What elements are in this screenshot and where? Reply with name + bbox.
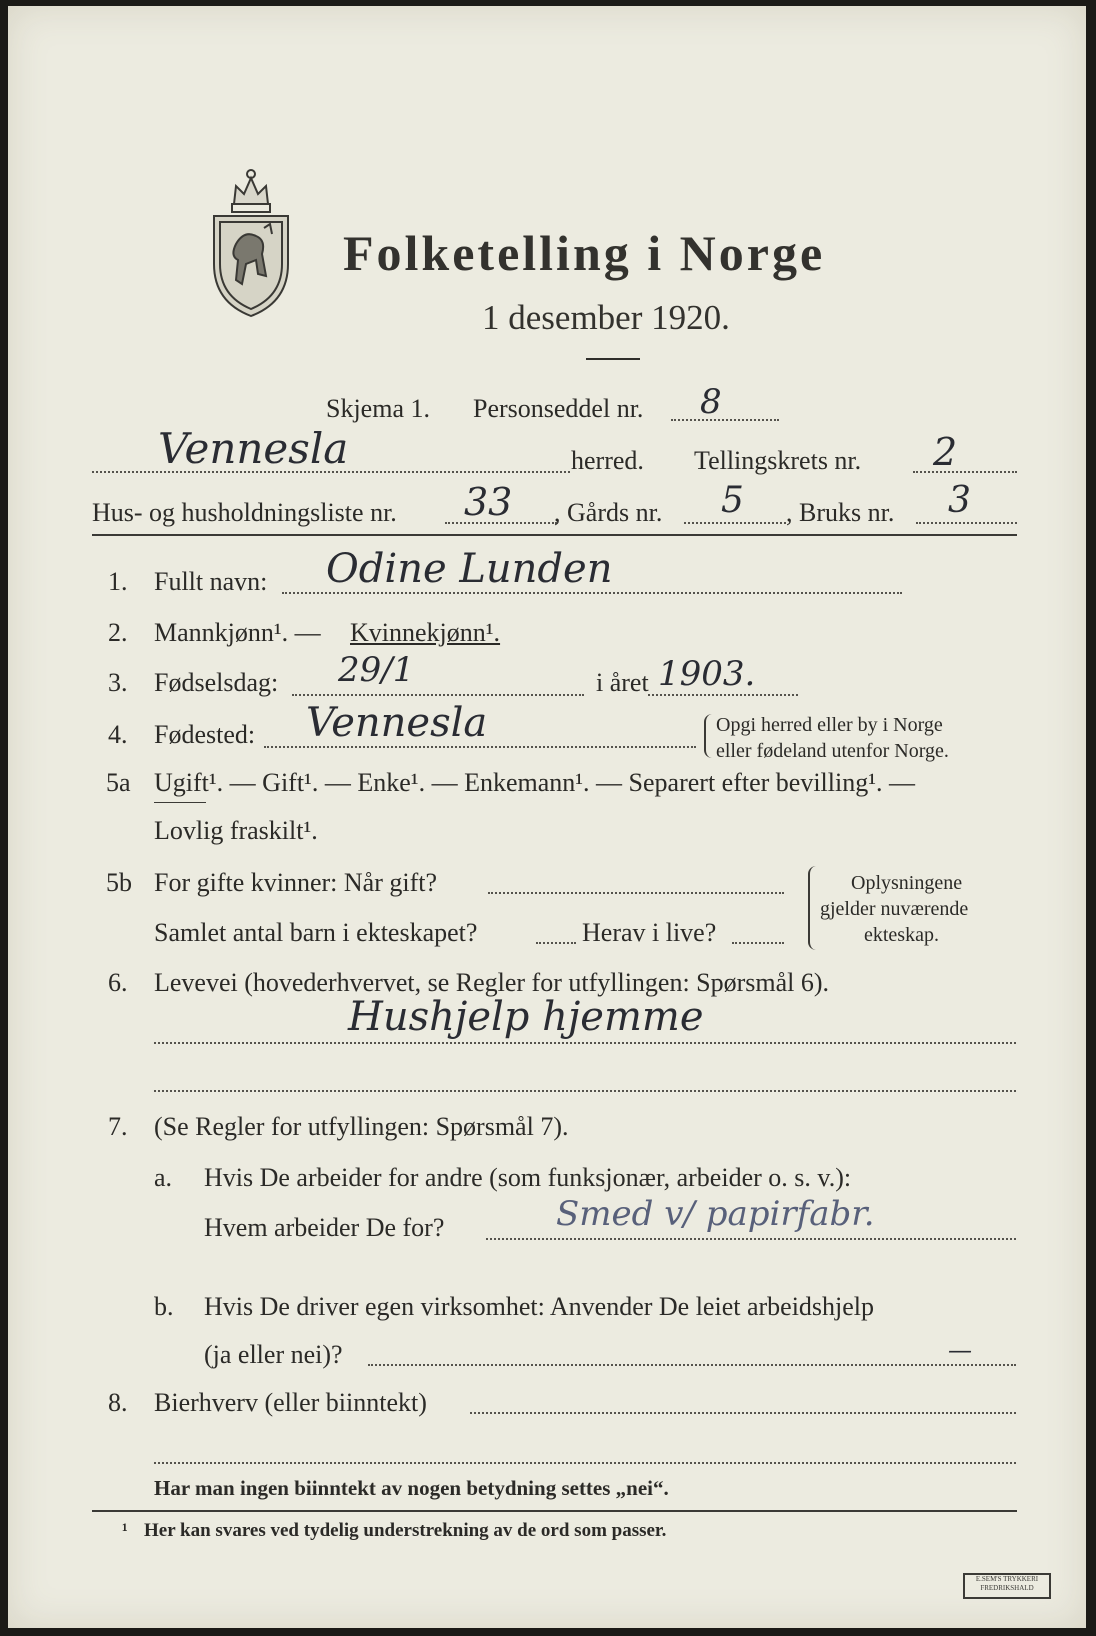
q3-line xyxy=(292,694,584,696)
q3-year-label: i året xyxy=(596,668,649,697)
q8-line-1 xyxy=(470,1412,1016,1414)
footnote-text: Her kan svares ved tydelig understrekning av de ord som passer. xyxy=(144,1520,667,1541)
gards-line xyxy=(684,522,786,524)
q2-number: 2. xyxy=(108,618,128,647)
q1-line xyxy=(282,592,902,594)
q6-label: Levevei (hovederhvervet, se Regler for utfyllingen: Spørsmål 6). xyxy=(154,968,830,997)
personseddel-value: 8 xyxy=(700,382,722,422)
q7a-letter: a. xyxy=(154,1163,173,1192)
bruks-label: , Bruks nr. xyxy=(786,498,895,527)
q3-value: 29/1 xyxy=(338,650,415,690)
q7b-value: — xyxy=(948,1336,972,1364)
q5b-line-2b: Herav i live? xyxy=(582,918,717,947)
form-subtitle: 1 desember 1920. xyxy=(482,298,730,337)
bruks-line xyxy=(916,522,1017,524)
tellingskrets-line xyxy=(913,471,1017,473)
herred-value: Vennesla xyxy=(158,424,349,473)
q4-value: Vennesla xyxy=(306,700,488,746)
q4-brace xyxy=(704,714,714,758)
q1-value: Odine Lunden xyxy=(326,546,613,592)
q5b-number: 5b xyxy=(106,868,132,897)
footer-divider xyxy=(92,1510,1017,1512)
q4-note-1: Opgi herred eller by i Norge xyxy=(716,714,943,736)
q7a-line-2: Hvem arbeider De for? xyxy=(204,1213,445,1242)
q3-label: Fødselsdag: xyxy=(154,668,279,697)
q7-number: 7. xyxy=(108,1112,128,1141)
q6-number: 6. xyxy=(108,968,128,997)
q2-female: Kvinnekjønn¹. xyxy=(350,618,501,647)
title-divider xyxy=(586,358,640,360)
q5b-married-line xyxy=(488,892,784,894)
q1-label: Fullt navn: xyxy=(154,567,268,596)
personseddel-line xyxy=(671,419,779,421)
q3-year-line xyxy=(648,694,798,696)
q5a-number: 5a xyxy=(106,768,131,797)
coat-of-arms-icon xyxy=(206,164,296,324)
q8-label: Bierhverv (eller biinntekt) xyxy=(154,1388,427,1417)
q4-number: 4. xyxy=(108,720,128,749)
q7b-line xyxy=(368,1364,1016,1366)
q5a-underline xyxy=(154,802,206,803)
header-divider xyxy=(92,534,1017,536)
q2-male: Mannkjønn¹. — xyxy=(154,618,321,647)
footnote-mark: ¹ xyxy=(122,1520,128,1541)
q4-label: Fødested: xyxy=(154,720,256,749)
q5b-line-1: For gifte kvinner: Når gift? xyxy=(154,868,438,897)
q5b-line-2a: Samlet antal barn i ekteskapet? xyxy=(154,918,478,947)
q5b-alive-line xyxy=(732,942,784,944)
tellingskrets-label: Tellingskrets nr. xyxy=(694,446,862,475)
q1-number: 1. xyxy=(108,567,128,596)
q7b-letter: b. xyxy=(154,1292,174,1321)
skjema-label: Skjema 1. xyxy=(326,394,430,423)
q5b-note-1: Oplysningene xyxy=(851,872,963,894)
q7b-line-1: Hvis De driver egen virksomhet: Anvender De leiet arbeidshjelp xyxy=(204,1292,875,1321)
footer-note: Har man ingen biinntekt av nogen betydning settes „nei“. xyxy=(154,1476,669,1500)
q7a-value: Smed v/ papirfabr. xyxy=(556,1194,875,1234)
q3-number: 3. xyxy=(108,668,128,697)
q4-line xyxy=(264,746,696,748)
q7a-line xyxy=(486,1238,1016,1240)
census-form-sheet xyxy=(8,6,1086,1628)
tellingskrets-value: 2 xyxy=(933,430,958,474)
form-title: Folketelling i Norge xyxy=(343,225,826,281)
hus-label: Hus- og husholdningsliste nr. xyxy=(92,498,397,527)
personseddel-label: Personseddel nr. xyxy=(473,394,644,423)
q5b-children-line xyxy=(536,942,576,944)
q8-number: 8. xyxy=(108,1388,128,1417)
q8-line-2 xyxy=(154,1462,1016,1464)
hus-value: 33 xyxy=(464,480,513,524)
q6-value: Hushjelp hjemme xyxy=(348,994,704,1040)
q3-year-value: 1903. xyxy=(658,654,756,694)
herred-label: herred. xyxy=(571,446,644,475)
printer-stamp: E.SEM'S TRYKKERI FREDRIKSHALD xyxy=(963,1573,1051,1599)
q5b-brace xyxy=(808,866,820,950)
bruks-value: 3 xyxy=(948,480,971,521)
q5a-line-1: Ugift¹. — Gift¹. — Enke¹. — Enkemann¹. — Separert efter bevilling¹. — xyxy=(154,768,916,797)
q5b-note-3: ekteskap. xyxy=(864,924,939,946)
q7-label: (Se Regler for utfyllingen: Spørsmål 7). xyxy=(154,1112,569,1141)
q5b-note-2: gjelder nuværende xyxy=(820,898,969,920)
q4-note-2: eller fødeland utenfor Norge. xyxy=(716,740,949,762)
q7a-line-1: Hvis De arbeider for andre (som funksjonær, arbeider o. s. v.): xyxy=(204,1163,852,1192)
q7b-line-2: (ja eller nei)? xyxy=(204,1340,343,1369)
gards-value: 5 xyxy=(721,480,744,521)
q6-line-2 xyxy=(154,1090,1016,1092)
gards-label: , Gårds nr. xyxy=(554,498,663,527)
q6-line-1 xyxy=(154,1042,1016,1044)
q5a-line-2: Lovlig fraskilt¹. xyxy=(154,816,318,845)
